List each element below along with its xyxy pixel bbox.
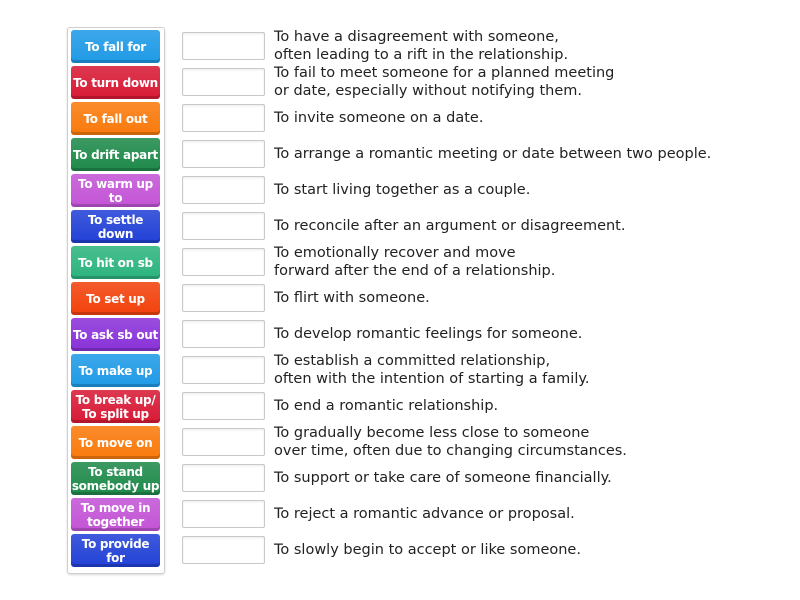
definition-text: To slowly begin to accept or like someone.	[274, 542, 581, 558]
drop-target-box[interactable]	[182, 32, 265, 60]
drop-target-box[interactable]	[182, 104, 265, 132]
drop-target-box[interactable]	[182, 68, 265, 96]
drop-target-box[interactable]	[182, 464, 265, 492]
draggable-tile[interactable]: To drift apart	[71, 138, 160, 171]
draggable-tile[interactable]: To hit on sb	[71, 246, 160, 279]
draggable-tile[interactable]: To set up	[71, 282, 160, 315]
drop-target-box[interactable]	[182, 176, 265, 204]
drop-target-box[interactable]	[182, 500, 265, 528]
draggable-tile[interactable]: To settle down	[71, 210, 160, 243]
drop-target-box[interactable]	[182, 356, 265, 384]
definition-text: To end a romantic relationship.	[274, 398, 499, 414]
draggable-tile[interactable]: To stand somebody up	[71, 462, 160, 495]
definition-text: To gradually become less close to someone over time, often due to changing circumstances.	[274, 425, 627, 459]
drop-target-box[interactable]	[182, 536, 265, 564]
definition-text: To establish a committed relationship, often with the intention of starting a family.	[274, 353, 590, 387]
draggable-tile[interactable]: To turn down	[71, 66, 160, 99]
definition-text: To support or take care of someone financially.	[274, 470, 612, 486]
drop-target-box[interactable]	[182, 140, 265, 168]
drop-target-box[interactable]	[182, 392, 265, 420]
drop-target-box[interactable]	[182, 428, 265, 456]
draggable-tile[interactable]: To move in together	[71, 498, 160, 531]
definition-text: To have a disagreement with someone, often leading to a rift in the relationship.	[274, 29, 569, 63]
draggable-tile[interactable]: To ask sb out	[71, 318, 160, 351]
definition-text: To arrange a romantic meeting or date between two people.	[274, 146, 712, 162]
definition-text: To reconcile after an argument or disagreement.	[274, 218, 626, 234]
draggable-tile[interactable]: To move on	[71, 426, 160, 459]
definition-text: To flirt with someone.	[274, 290, 430, 306]
draggable-tile[interactable]: To break up/ To split up	[71, 390, 160, 423]
draggable-tile[interactable]: To make up	[71, 354, 160, 387]
draggable-tile[interactable]: To provide for	[71, 534, 160, 567]
draggable-tile[interactable]: To warm up to	[71, 174, 160, 207]
definition-text: To develop romantic feelings for someone.	[274, 326, 583, 342]
definition-text: To invite someone on a date.	[274, 110, 484, 126]
draggable-tile[interactable]: To fall out	[71, 102, 160, 135]
drop-target-box[interactable]	[182, 212, 265, 240]
definition-text: To fail to meet someone for a planned meeting or date, especially without notifying them.	[274, 65, 615, 99]
draggable-tile[interactable]: To fall for	[71, 30, 160, 63]
definition-text: To start living together as a couple.	[274, 182, 531, 198]
drop-target-box[interactable]	[182, 284, 265, 312]
definition-text: To emotionally recover and move forward after the end of a relationship.	[274, 245, 556, 279]
drop-target-box[interactable]	[182, 248, 265, 276]
definition-text: To reject a romantic advance or proposal.	[274, 506, 575, 522]
drop-target-box[interactable]	[182, 320, 265, 348]
